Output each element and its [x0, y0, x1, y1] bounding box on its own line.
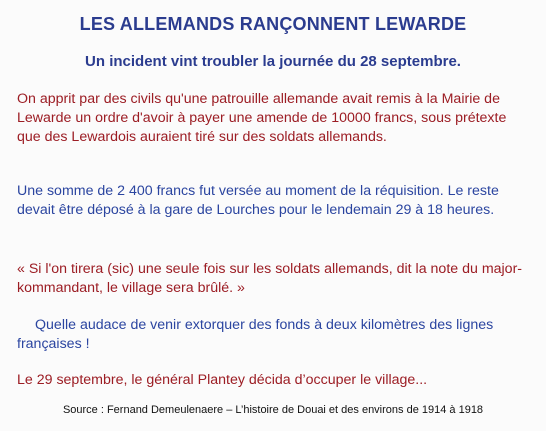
- paragraph-patrol-order: On apprit par des civils qu'une patrouille allemande avait remis à la Mairie de Lewarde un ordre d'avoir à payer une amende de 10000 francs, sous prétexte que des Lewardois auraient tiré sur des soldats allemands.: [17, 91, 507, 145]
- page-title: LES ALLEMANDS RANÇONNENT LEWARDE: [79, 14, 467, 34]
- source-citation: Source : Fernand Demeulenaere – L’histoire de Douai et des environs de 1914 à 1918: [62, 404, 484, 416]
- paragraph-occupation: Le 29 septembre, le général Plantey décida d’occuper le village...: [17, 372, 428, 388]
- paragraph-audacity: Quelle audace de venir extorquer des fonds à deux kilomètres des lignes françaises !: [17, 317, 494, 352]
- paragraph-payment: Une somme de 2 400 francs fut versée au moment de la réquisition. Le reste devait être déposé à la gare de Lourches pour le lendemain 29 à 18 heures.: [17, 183, 499, 218]
- page-subtitle: Un incident vint troubler la journée du 28 septembre.: [85, 53, 461, 70]
- paragraph-threat-quote: « Si l'on tirera (sic) une seule fois sur les soldats allemands, dit la note du major-kommandant, le village sera brûlé. »: [17, 261, 523, 296]
